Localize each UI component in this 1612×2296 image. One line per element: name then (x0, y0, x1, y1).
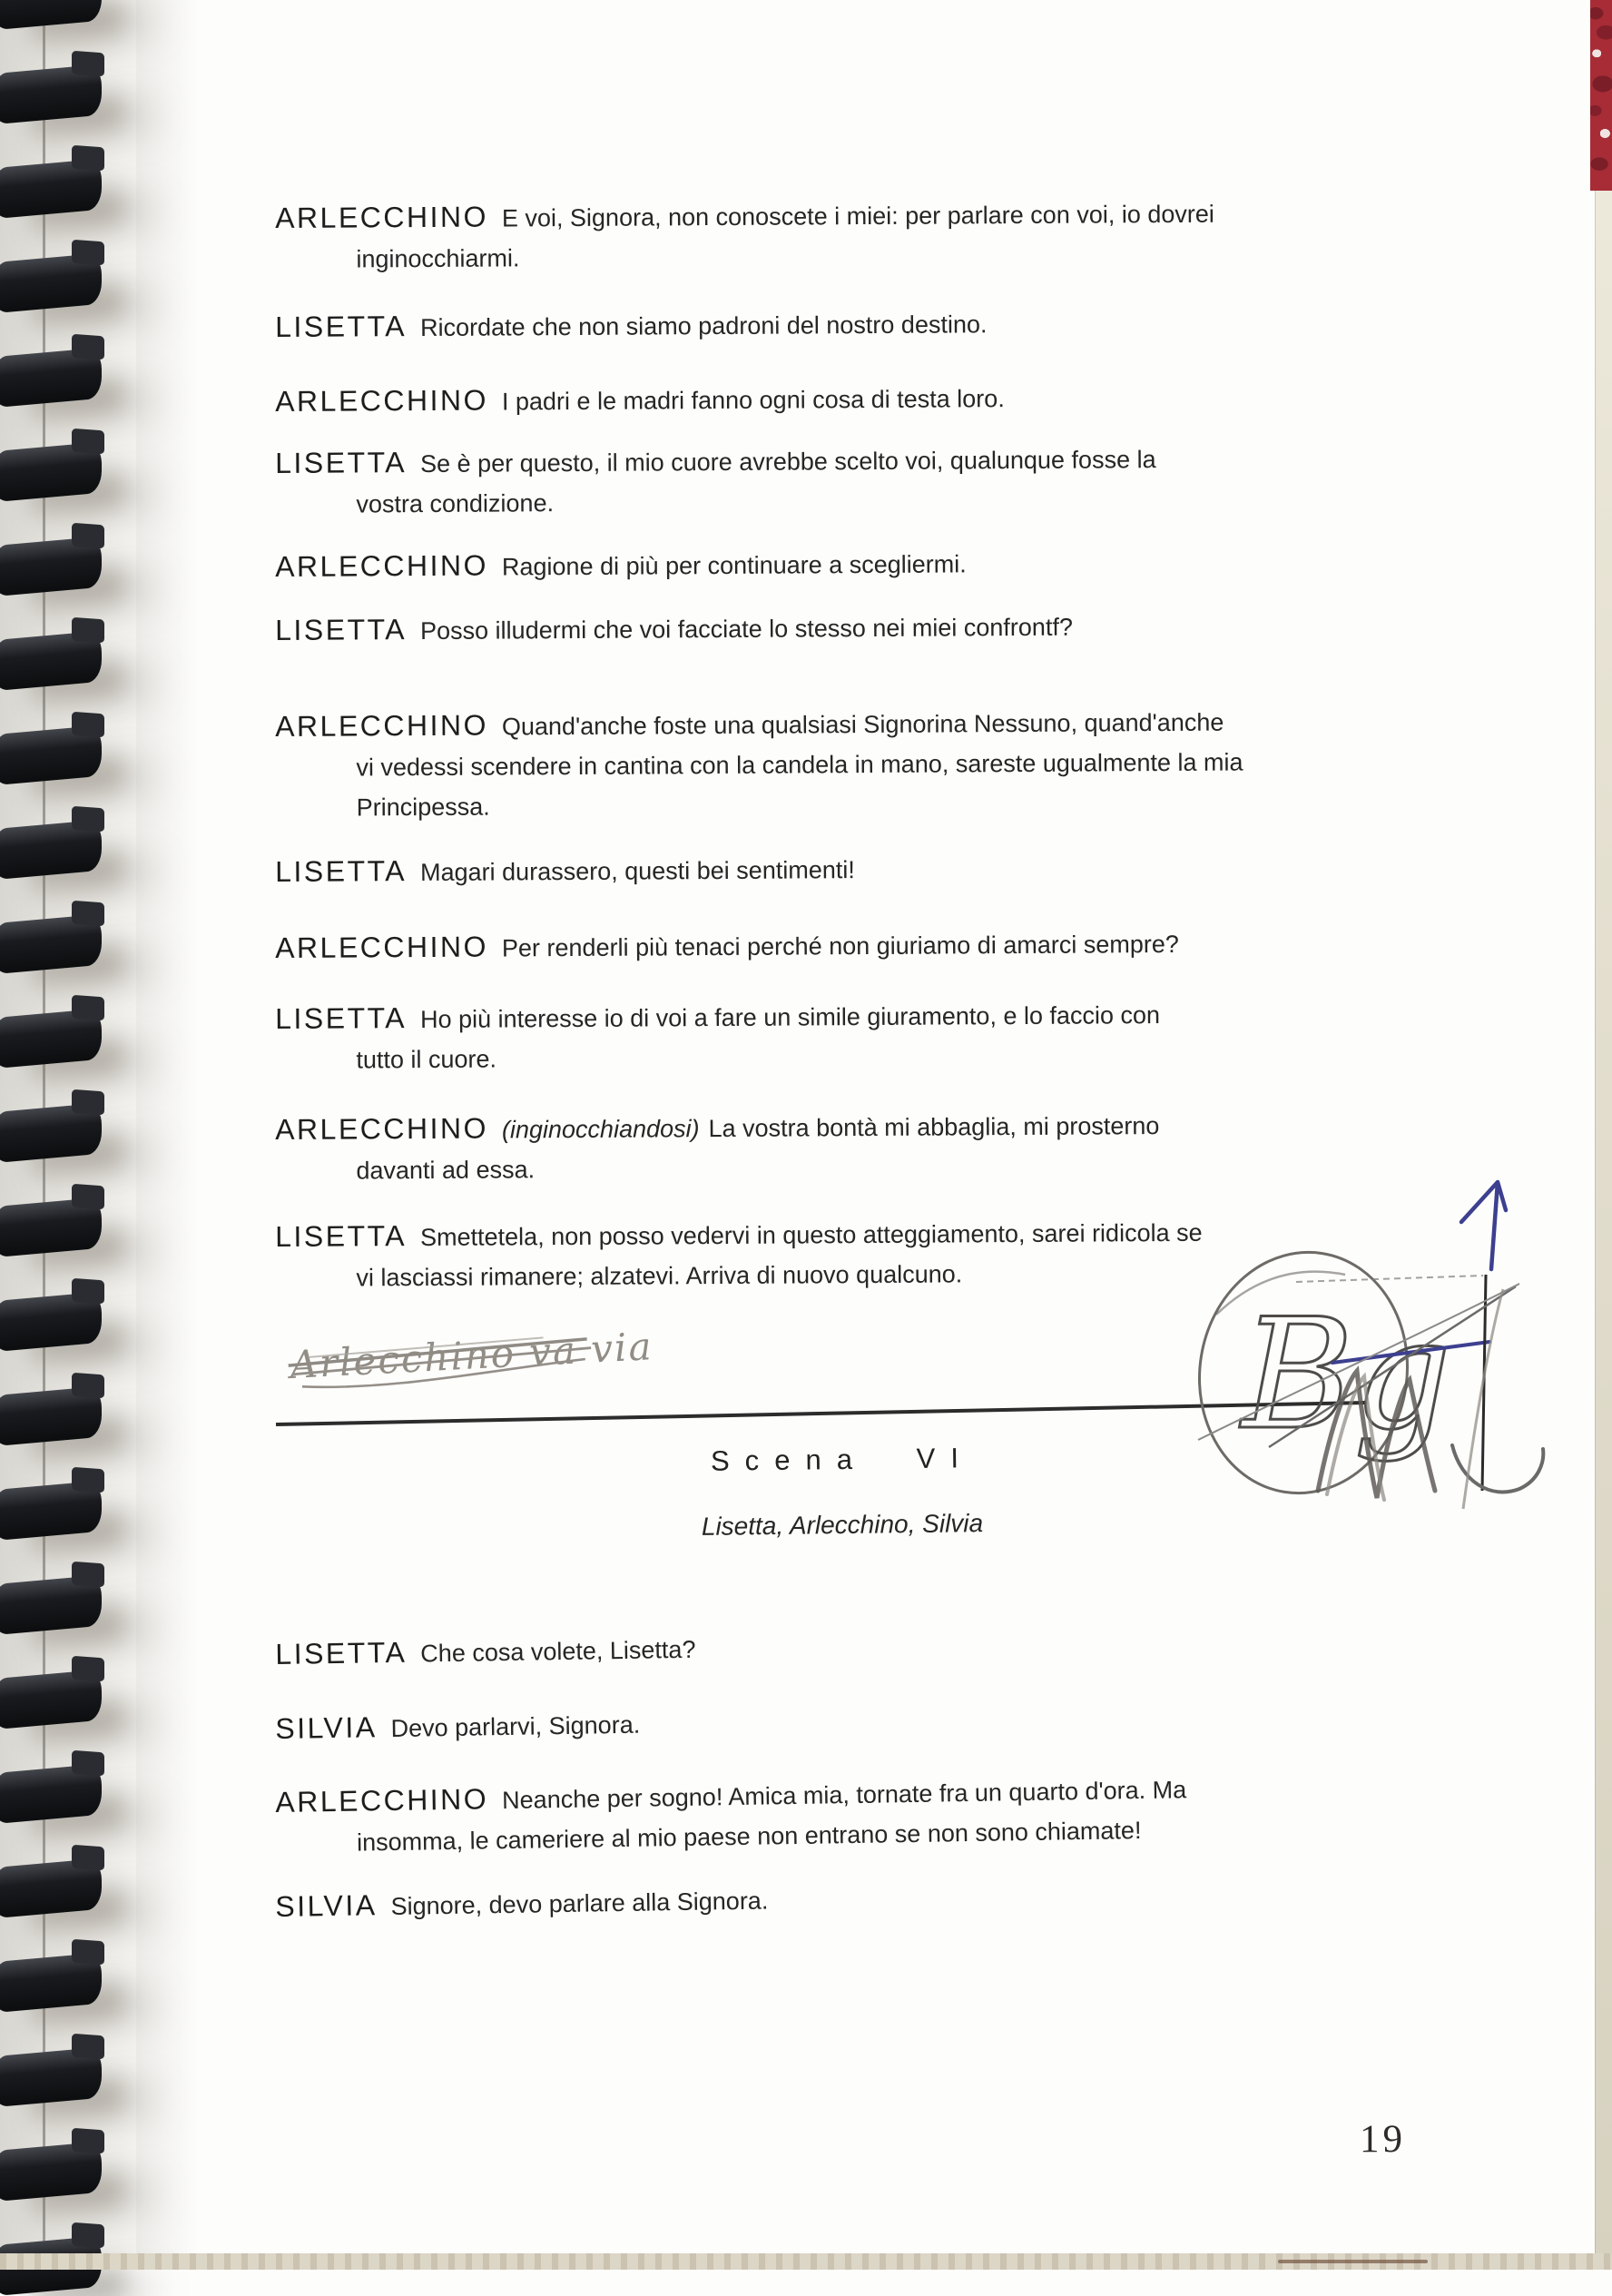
dialogue-continuation-line: insomma, le cameriere al mio paese non entrano se non sono chiamate! (356, 1817, 1142, 1857)
dialogue-text: Signore, devo parlare alla Signora. (390, 1887, 769, 1920)
page-number: 19 (1360, 2118, 1406, 2161)
dialogue-text: Se è per questo, il mio cuore avrebbe scelto voi, qualunque fosse la (419, 446, 1156, 478)
dialogue-continuation-line: vi vedessi scendere in cantina con la candela in mano, sareste ugualmente la mia (356, 748, 1243, 782)
dialogue-text: Neanche per sogno! Amica mia, tornate fra un quarto d'ora. Ma (501, 1776, 1187, 1815)
scene-heading: Scena VI (710, 1442, 975, 1477)
dialogue-text: Devo parlarvi, Signora. (390, 1710, 641, 1742)
speaker-label: ARLECCHINO (275, 548, 489, 583)
speaker-label: ARLECCHINO (275, 930, 489, 964)
speaker-label: ARLECCHINO (275, 1111, 489, 1146)
speaker-label: LISETTA (275, 1635, 408, 1670)
dialogue-text: Ho più interesse io di voi a fare un simile giuramento, e lo faccio con (419, 1001, 1161, 1034)
speaker-label: LISETTA (275, 1219, 408, 1253)
handwritten-note-text: Arlecchino va via (289, 1324, 654, 1387)
dialogue-text: E voi, Signora, non conoscete i miei: per parlare con voi, io dovrei (501, 200, 1214, 232)
pen-arrow-icon (1461, 1182, 1506, 1269)
dialogue-text: Quand'anche foste una qualsiasi Signorina Nessuno, quand'anche (501, 708, 1224, 741)
dialogue-text: Ragione di più per continuare a scegliermi. (501, 550, 967, 581)
speaker-label: LISETTA (275, 446, 408, 479)
speaker-label: ARLECCHINO (275, 1782, 489, 1818)
speaker-label: ARLECCHINO (275, 200, 489, 234)
speaker-label: SILVIA (275, 1888, 378, 1923)
speaker-label: ARLECCHINO (275, 708, 489, 743)
dialogue-text: La vostra bontà mi abbaglia, mi prosterno (708, 1112, 1160, 1143)
speaker-label: SILVIA (275, 1710, 378, 1745)
speaker-label: ARLECCHINO (275, 383, 489, 418)
dialogue-text: Ricordate che non siamo padroni del nostro destino. (419, 310, 988, 342)
speaker-label: LISETTA (275, 854, 408, 888)
dialogue-continuation-line: Principessa. (356, 793, 490, 822)
scene-cast-list: Lisetta, Arlecchino, Silvia (701, 1509, 984, 1541)
speaker-label: LISETTA (275, 1001, 408, 1035)
speaker-label: LISETTA (275, 613, 408, 646)
margin-doodle (1183, 1182, 1544, 1509)
stage-direction: (inginocchiandosi) (501, 1115, 700, 1144)
handwritten-note-strikethrough (285, 1324, 654, 1390)
dialogue-continuation-line: vi lasciassi rimanere; alzatevi. Arriva di nuovo qualcuno. (356, 1260, 963, 1292)
doodle-initials: Bg (1242, 1286, 1451, 1463)
dialogue-text: Magari durassero, questi bei sentimenti! (419, 856, 855, 887)
faint-horizontal-stroke (1296, 1276, 1483, 1282)
dialogue-continuation-line: tutto il cuore. (356, 1045, 497, 1074)
dialogue-text: I padri e le madri fanno ogni cosa di testa loro. (501, 385, 1005, 416)
speaker-label: LISETTA (275, 310, 408, 343)
dialogue-continuation-line: davanti ad essa. (356, 1156, 536, 1185)
dialogue-text: Posso illudermi che voi facciate lo stesso nei miei confrontf? (419, 613, 1074, 645)
dialogue-continuation-line: vostra condizione. (356, 489, 555, 518)
dialogue-text: Per renderli più tenaci perché non giuriamo di amarci sempre? (501, 930, 1179, 962)
dialogue-text: Che cosa volete, Lisetta? (420, 1635, 696, 1668)
dialogue-text: Smettetela, non posso vedervi in questo atteggiamento, sarei ridicola se (419, 1218, 1203, 1252)
dialogue-continuation-line: inginocchiarmi. (356, 244, 520, 273)
